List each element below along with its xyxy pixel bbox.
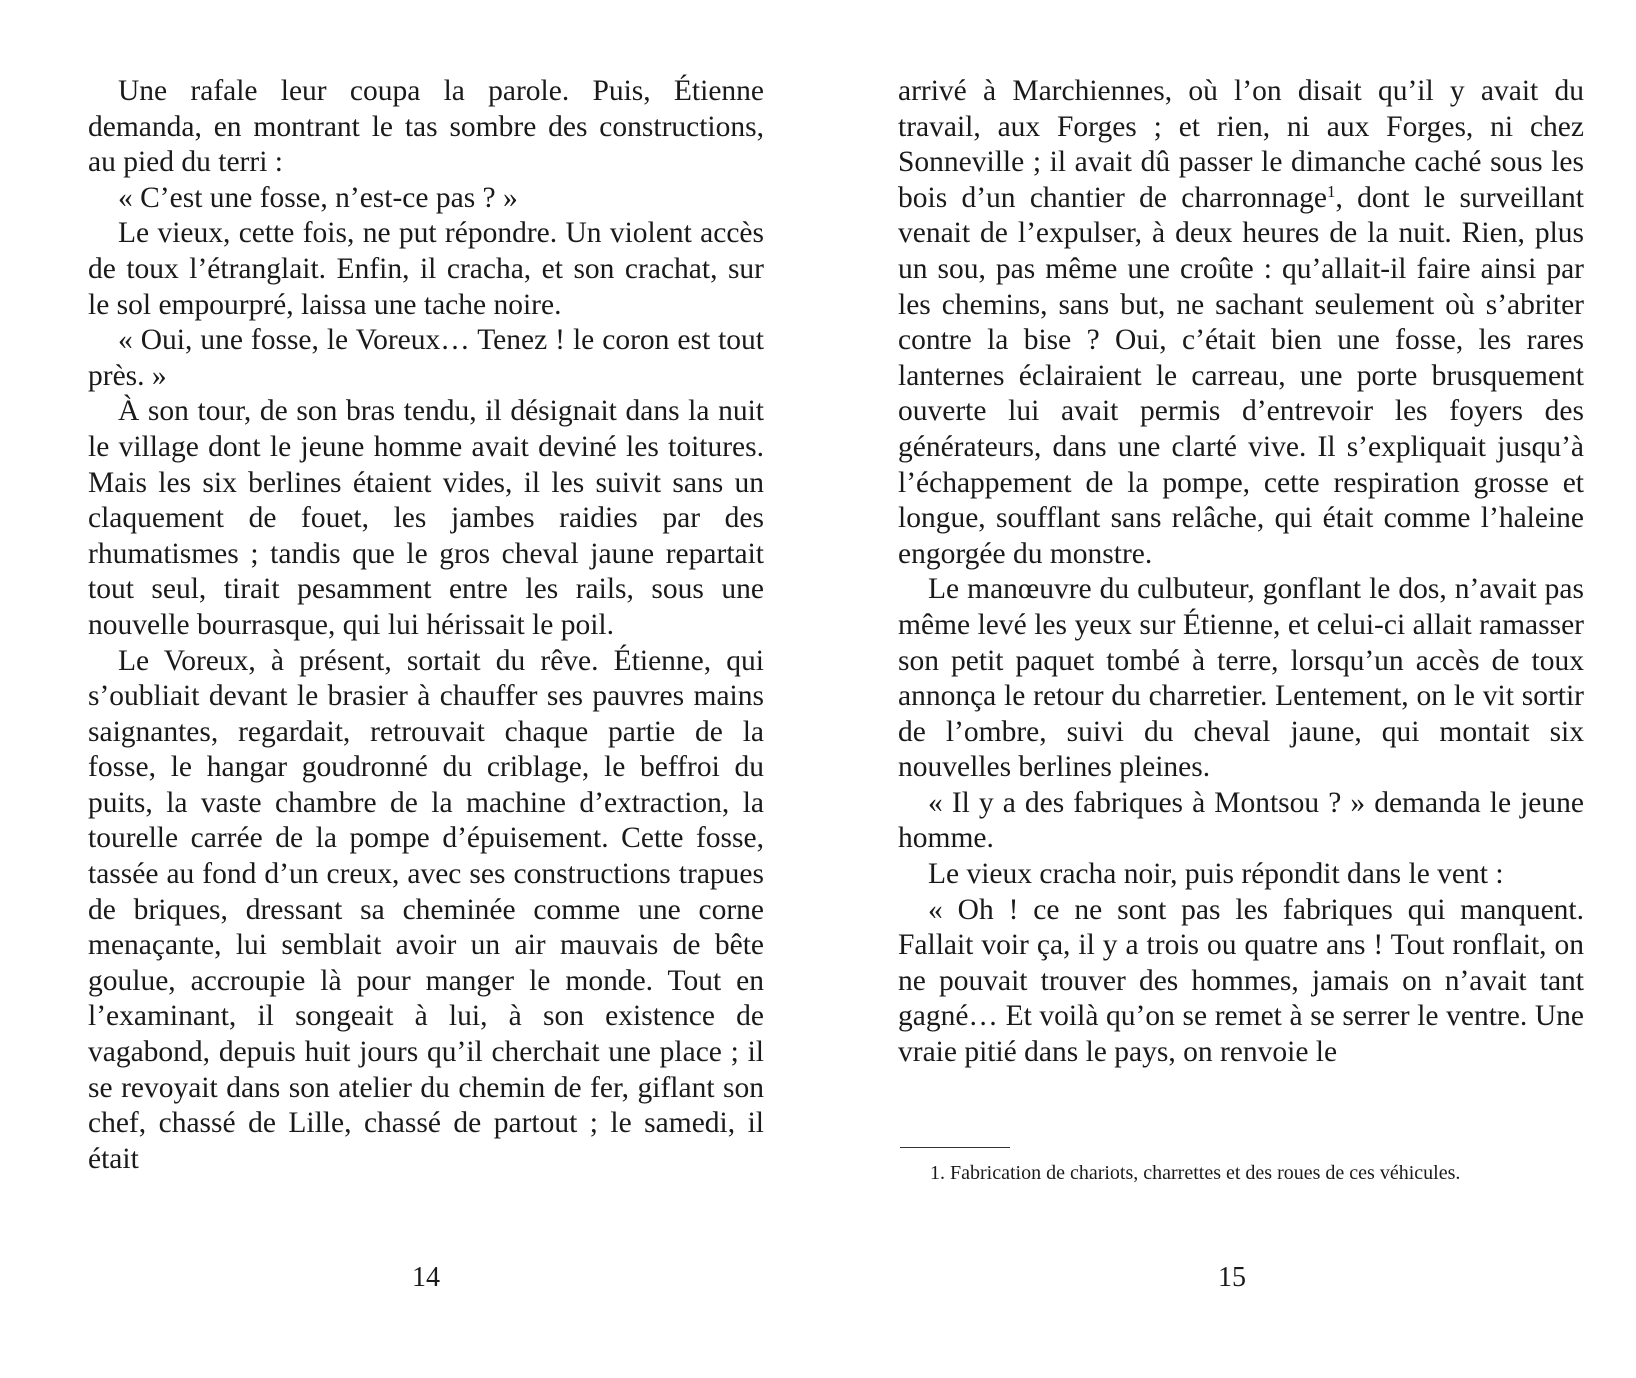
continuation-text: , dont le surveillant venait de l’expulser, à deux heures de la nuit. Rien, plus un sou, pas même une croûte : qu’allait-il faire ainsi par les chemins, sans but, ne sachant seulement où s’abriter contre la bise ? Oui, c’était bien une fosse, les rares lanternes éclairaient le carreau, une porte brusquement ouverte lui avait permis d’entrevoir les foyers des générateurs, dans une clarté vive. Il s’expliquait jusqu’à l’échappement de la pompe, cette respiration grosse et longue, soufflant sans relâche, qui était comme l’haleine engorgée du monstre. <box>898 181 1584 570</box>
continuation-text: arrivé à Marchiennes, où l’on disait qu’il y avait du travail, aux Forges ; et rien, ni aux Forges, ni chez Sonneville ; il avait dû passer le dimanche caché sous les bois d’un chantier de charronnage <box>898 75 1584 214</box>
paragraph: « C’est une fosse, n’est-ce pas ? » <box>118 181 518 214</box>
paragraph: « Oh ! ce ne sont pas les fabriques qui manquent. Fallait voir ça, il y a trois ou quatre ans ! Tout ronflait, on ne pouvait trouver des hommes, jamais on n’avait tant gagné… Et voilà qu’on se remet à se serrer le ventre. Une vraie pitié dans le pays, on renvoie le <box>898 893 1584 1069</box>
page-number: 14 <box>412 1262 440 1293</box>
right-page <box>818 0 1636 1378</box>
paragraph: Le vieux, cette fois, ne put répondre. Un violent accès de toux l’étranglait. Enfin, il cracha, et son crachat, sur le sol empourpré, laissa une tache noire. <box>88 217 764 321</box>
page-number: 15 <box>1218 1262 1246 1293</box>
footnote-divider <box>900 1147 1010 1148</box>
paragraph: « Oui, une fosse, le Voreux… Tenez ! le coron est tout près. » <box>88 324 764 392</box>
paragraph: Une rafale leur coupa la parole. Puis, Étienne demanda, en montrant le tas sombre des constructions, au pied du terri : <box>88 75 764 179</box>
paragraph: Le Voreux, à présent, sortait du rêve. Étienne, qui s’oubliait devant le brasier à chauffer ses pauvres mains saignantes, regardait, retrouvait chaque partie de la fosse, le hangar goudronné du criblage, le beffroi du puits, la vaste chambre de la machine d’extraction, la tourelle carrée de la pompe d’épuisement. Cette fosse, tassée au fond d’un creux, avec ses constructions trapues de briques, dressant sa cheminée comme une corne menaçante, lui semblait avoir un air mauvais de bête goulue, accroupie là pour manger le monde. Tout en l’examinant, il songeait à lui, à son existence de vagabond, depuis huit jours qu’il cherchait une place ; il se revoyait dans son atelier du chemin de fer, giflant son chef, chassé de Lille, chassé de partout ; le samedi, il était <box>88 644 764 1175</box>
footnote-reference: 1 <box>1327 181 1336 201</box>
paragraph: Le manœuvre du culbuteur, gonflant le dos, n’avait pas même levé les yeux sur Étienne, et celui-ci allait ramasser son petit paquet tombé à terre, lorsqu’un accès de toux annonça le retour du charretier. Lentement, on le vit sortir de l’ombre, suivi du cheval jaune, qui montait six nouvelles berlines pleines. <box>898 573 1584 784</box>
paragraph: « Il y a des fabriques à Montsou ? » demanda le jeune homme. <box>898 786 1584 855</box>
paragraph: Le vieux cracha noir, puis répondit dans le vent : <box>928 858 1504 891</box>
left-page-text <box>88 74 764 1177</box>
paragraph: À son tour, de son bras tendu, il désignait dans la nuit le village dont le jeune homme avait deviné les toitures. Mais les six berlines étaient vides, il les suivit sans un claquement de fouet, les jambes raidies par des rhumatismes ; tandis que le gros cheval jaune repartait tout seul, tirait pesamment entre les rails, sous une nouvelle bourrasque, qui lui hérissait le poil. <box>88 395 764 641</box>
right-page-text <box>898 74 1584 1071</box>
paragraph-continuation <box>898 74 1584 572</box>
footnote: 1. Fabrication de chariots, charrettes et des roues de ces véhicules. <box>930 1162 1461 1184</box>
